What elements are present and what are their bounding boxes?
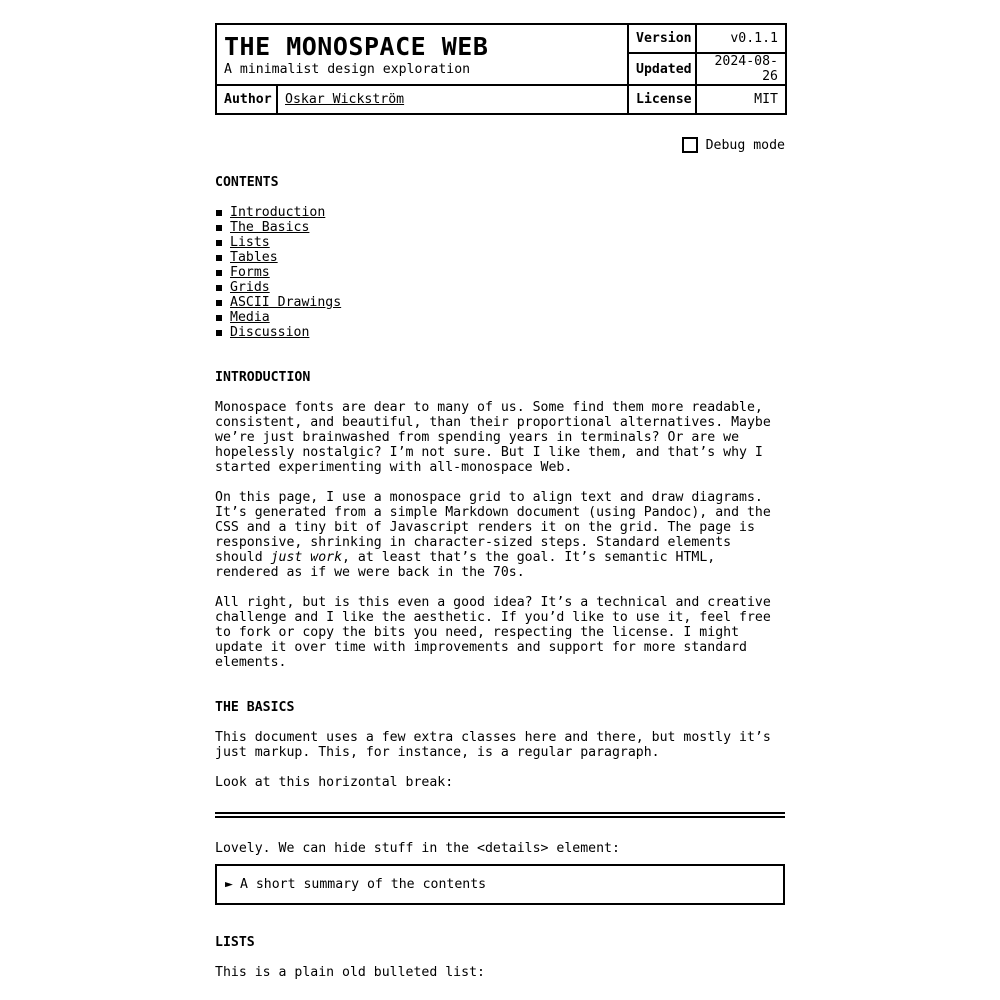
list-item xyxy=(215,310,785,325)
title-cell xyxy=(216,24,628,85)
list-item xyxy=(215,235,785,250)
list-item xyxy=(215,220,785,235)
toc-link-lists[interactable]: Lists xyxy=(230,235,270,250)
author-link[interactable]: Oskar Wickström xyxy=(285,92,405,107)
triangle-right-icon: ► xyxy=(225,877,233,892)
basics-paragraph-1: This document uses a few extra classes here and there, but mostly it’s just markup. This, for instance, is a regular paragraph. xyxy=(215,730,771,760)
intro-paragraph-2 xyxy=(215,490,785,580)
basics-heading: THE BASICS xyxy=(215,700,295,715)
lists-paragraph-1: This is a plain old bulleted list: xyxy=(215,965,485,980)
debug-label: Debug mode xyxy=(705,137,785,153)
updated-label: Updated xyxy=(628,53,696,85)
toc-link-introduction[interactable]: Introduction xyxy=(230,205,326,220)
toc-link-the-basics[interactable]: The Basics xyxy=(230,220,310,235)
intro-paragraph-3: All right, but is this even a good idea? It’s a technical and creative challenge and I like the aesthetic. If you’d like to use it, feel free to fork or copy the bits you need, respecting the license. I might update it over time with improvements and support for more standard elements. xyxy=(215,595,771,670)
license-value: MIT xyxy=(696,85,786,114)
intro-p2-emphasis: just work xyxy=(270,550,343,565)
details-summary: A short summary of the contents xyxy=(239,877,487,892)
list-item xyxy=(215,205,785,220)
version-label: Version xyxy=(628,24,696,53)
list-item xyxy=(215,325,785,340)
toc-link-media[interactable]: Media xyxy=(230,310,270,325)
intro-p2-text-a: On this page, I use a monospace grid to align text and draw diagrams. It’s generated from a simple Markdown document (using Pandoc), and the CSS and a tiny bit of Javascript renders it on the grid. The page is responsive, shrinking in character-sized steps. Standard elements should xyxy=(215,490,771,565)
list-item xyxy=(215,250,785,265)
list-item xyxy=(215,295,785,310)
author-cell xyxy=(277,85,628,114)
header-table xyxy=(215,23,787,115)
updated-value: 2024-08-26 xyxy=(696,53,786,85)
toc-link-forms[interactable]: Forms xyxy=(230,265,270,280)
debug-checkbox[interactable] xyxy=(682,137,698,153)
toc-link-tables[interactable]: Tables xyxy=(230,250,278,265)
list-item xyxy=(215,265,785,280)
toc-link-discussion[interactable]: Discussion xyxy=(230,325,310,340)
introduction-heading: INTRODUCTION xyxy=(215,370,311,385)
basics-paragraph-2: Look at this horizontal break: xyxy=(215,775,454,790)
intro-paragraph-1: Monospace fonts are dear to many of us. Some find them more readable, consistent, and beautiful, than their proportional alternatives. Maybe we’re just brainwashed from spending years in terminals? Or are we hopelessly nostalgic? I’m not sure. But I like them, and that’s why I started experimenting with all-monospace Web. xyxy=(215,400,771,475)
page-title: THE MONOSPACE WEB xyxy=(224,32,489,61)
author-label: Author xyxy=(216,85,277,114)
toc-link-grids[interactable]: Grids xyxy=(230,280,270,295)
page xyxy=(215,23,785,980)
contents-list xyxy=(215,205,785,340)
contents-heading: CONTENTS xyxy=(215,175,279,190)
version-value: v0.1.1 xyxy=(696,24,786,53)
debug-toggle[interactable] xyxy=(215,130,785,160)
details-element[interactable] xyxy=(215,864,785,905)
license-label: License xyxy=(628,85,696,114)
lists-heading: LISTS xyxy=(215,935,255,950)
list-item xyxy=(215,280,785,295)
intro-p2-text-b: , at least that’s the goal. It’s semantic HTML, rendered as if we were back in the 70s. xyxy=(215,550,716,580)
page-subtitle: A minimalist design exploration xyxy=(224,62,471,77)
basics-paragraph-3: Lovely. We can hide stuff in the <details> element: xyxy=(215,841,620,856)
toc-link-ascii-drawings[interactable]: ASCII Drawings xyxy=(230,295,342,310)
